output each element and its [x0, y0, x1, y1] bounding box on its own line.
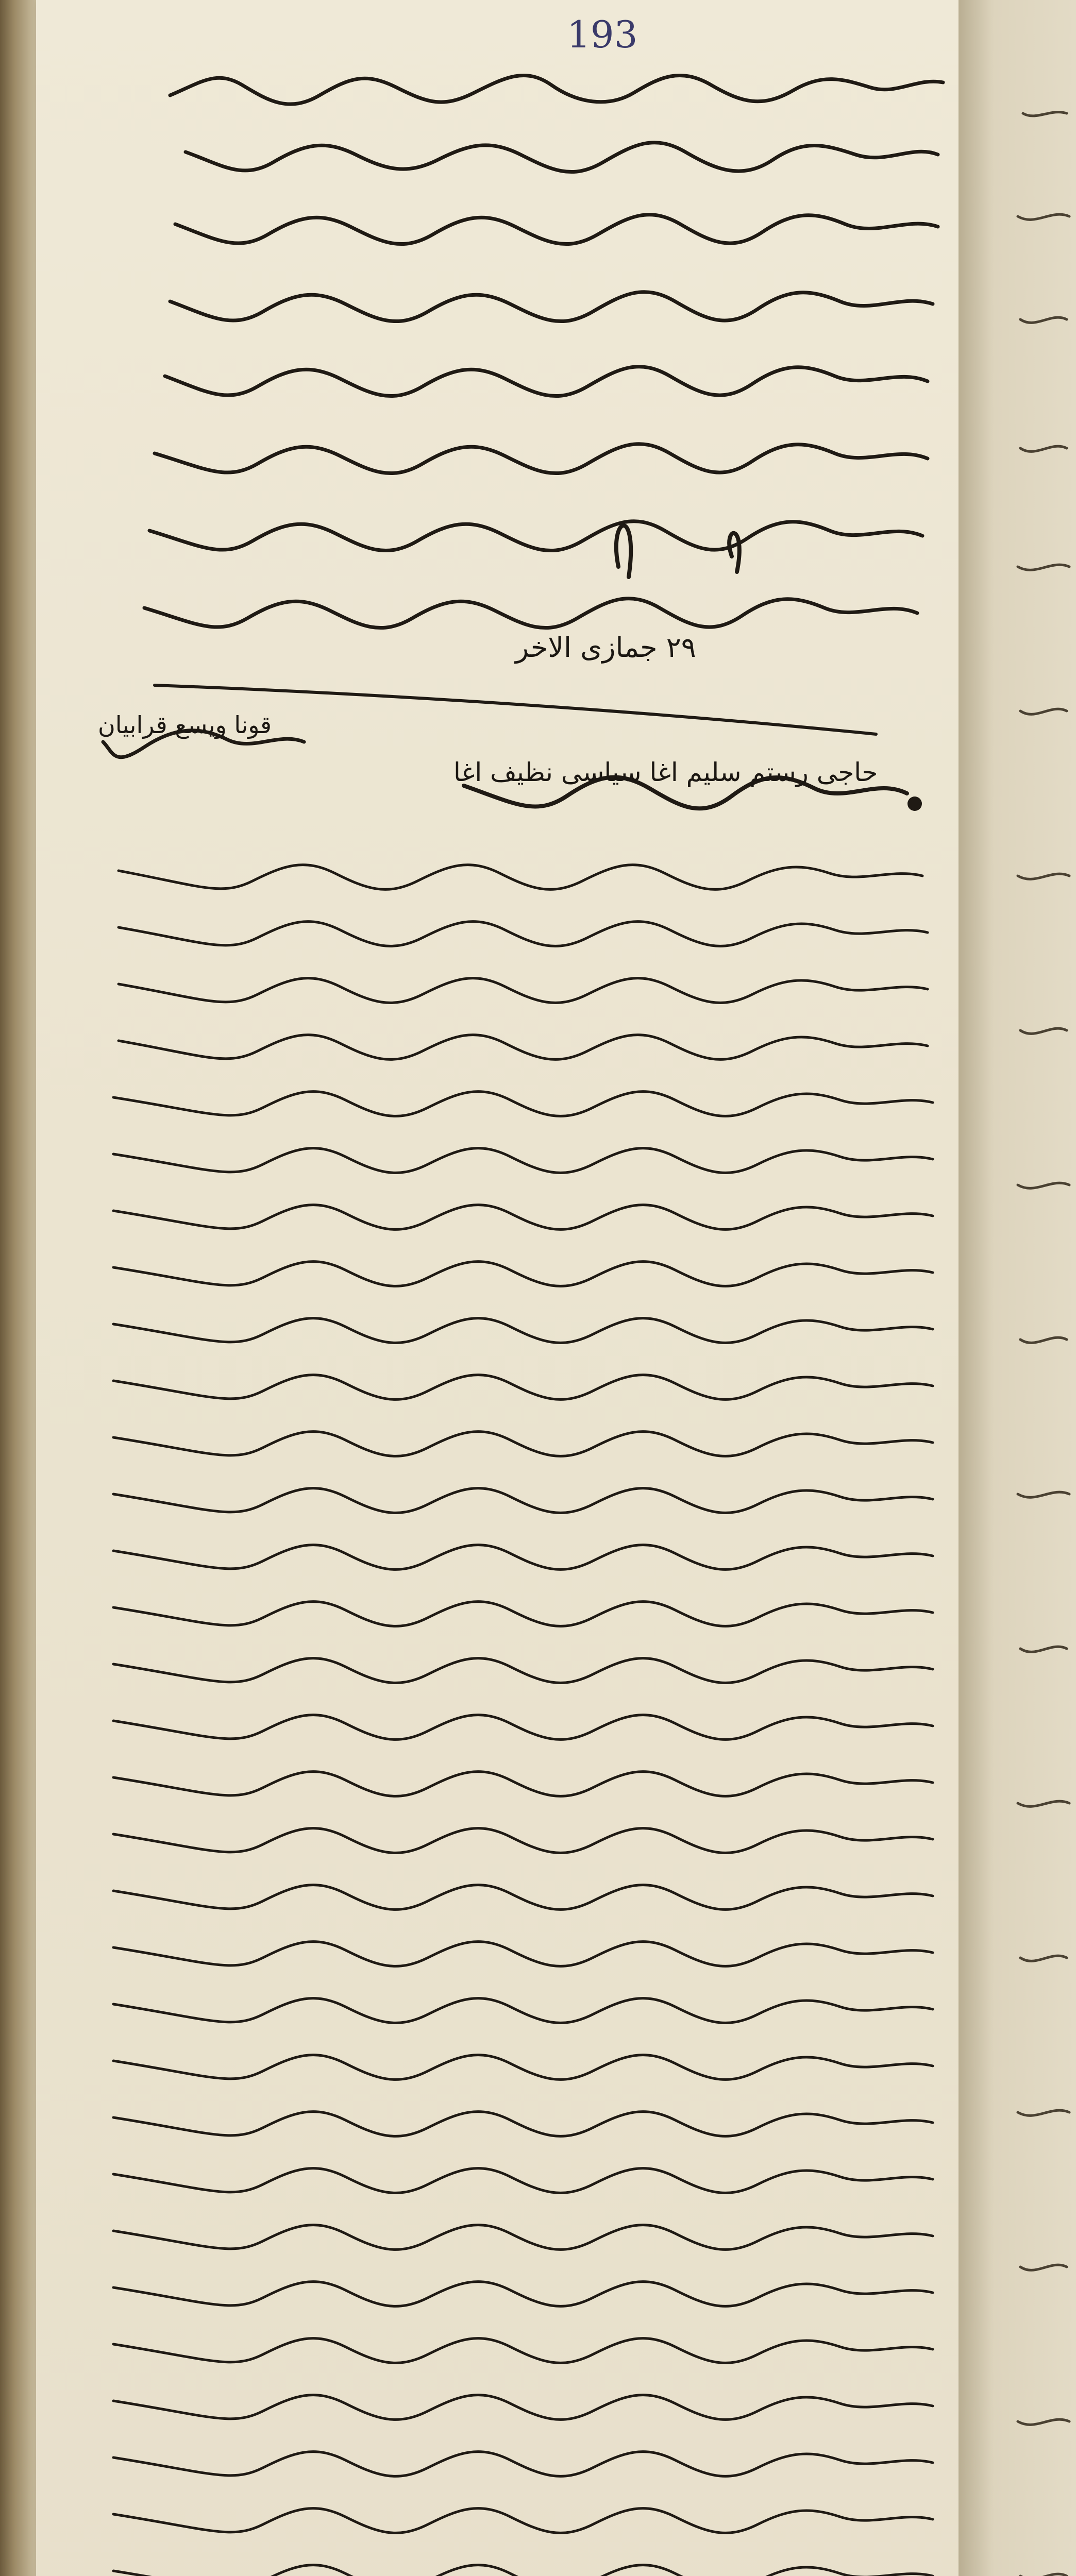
adjacent-leaf-fragments — [1018, 112, 1069, 2576]
entry-two-side-note: قونا ويسع قرابيان — [98, 711, 272, 739]
folio-number: 193 — [567, 13, 638, 56]
entry-one-script — [144, 75, 943, 628]
entry-two-heading: حاجى رستم سليم اغا سياسى نظيف اغا — [453, 757, 878, 787]
entry-two-script — [113, 865, 933, 2576]
entry-one-date: ٢٩ جمازى الاخر — [515, 631, 696, 664]
